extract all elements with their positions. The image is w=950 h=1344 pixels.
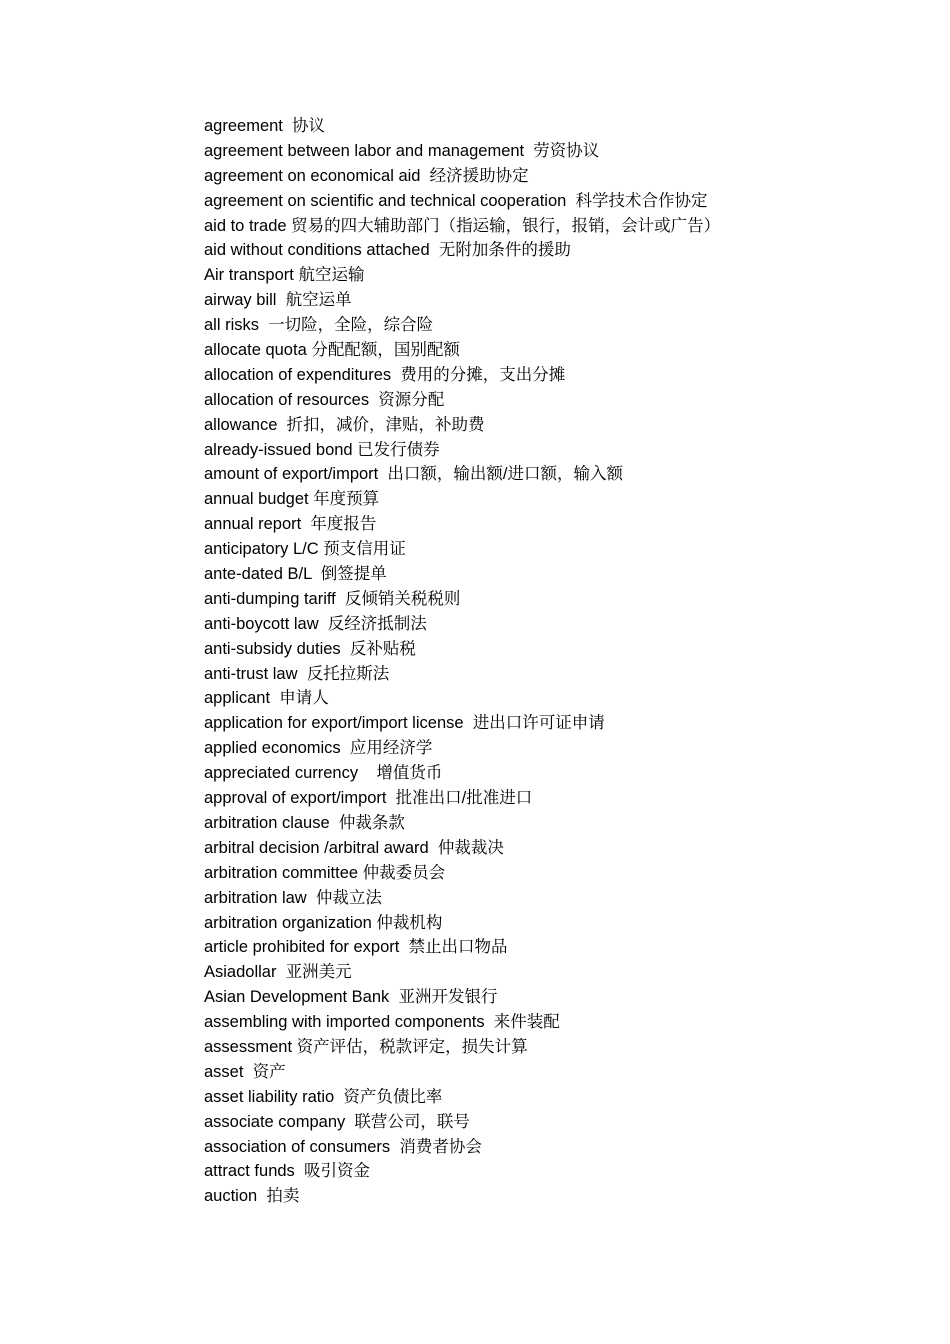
glossary-entry: airway bill 航空运单 <box>204 291 352 310</box>
glossary-entry: agreement on economical aid 经济援助协定 <box>204 166 529 185</box>
glossary-entry: allowance 折扣，减价，津贴，补助费 <box>204 415 485 434</box>
glossary-entry: anti-dumping tariff 反倾销关税税则 <box>204 589 461 608</box>
glossary-entry: annual budget 年度预算 <box>204 490 380 509</box>
glossary-entry: already-issued bond 已发行债券 <box>204 440 440 459</box>
glossary-entry: arbitration organization 仲裁机构 <box>204 913 443 932</box>
glossary-entry: assembling with imported components 来件装配 <box>204 1013 560 1032</box>
glossary-entry: allocation of resources 资源分配 <box>204 390 445 409</box>
glossary-entry: arbitration clause 仲裁条款 <box>204 813 405 832</box>
glossary-entry: attract funds 吸引资金 <box>204 1162 370 1181</box>
glossary-entry: auction 拍卖 <box>204 1187 300 1206</box>
glossary-entry: arbitral decision /arbitral award 仲裁裁决 <box>204 838 504 857</box>
glossary-entry: assessment 资产评估，税款评定，损失计算 <box>204 1037 528 1056</box>
glossary-entry: allocate quota 分配配额，国别配额 <box>204 341 460 360</box>
glossary-entry: appreciated currency 增值货币 <box>204 764 443 783</box>
glossary-entry: article prohibited for export 禁止出口物品 <box>204 938 508 957</box>
glossary-entry: all risks 一切险，全险，综合险 <box>204 316 434 335</box>
glossary-entry: annual report 年度报告 <box>204 515 377 534</box>
glossary-entry: Air transport 航空运输 <box>204 266 365 285</box>
glossary-entry: asset 资产 <box>204 1062 286 1081</box>
glossary-entry: arbitration law 仲裁立法 <box>204 888 382 907</box>
glossary-entry: agreement 协议 <box>204 117 326 135</box>
glossary-entry: applied economics 应用经济学 <box>204 739 433 758</box>
glossary-entry: Asian Development Bank 亚洲开发银行 <box>204 988 498 1007</box>
glossary-entry: agreement on scientific and technical cooperation 科学技术合作协定 <box>204 191 708 210</box>
glossary-entry: associate company 联营公司，联号 <box>204 1112 470 1131</box>
glossary-entry: aid to trade 贸易的四大辅助部门（指运输，银行，报销，会计或广告） <box>204 216 721 235</box>
glossary-entry: ante-dated B/L 倒签提单 <box>204 565 387 584</box>
glossary-entry: anti-boycott law 反经济抵制法 <box>204 614 427 633</box>
glossary-entry: asset liability ratio 资产负债比率 <box>204 1087 443 1106</box>
glossary-entry: arbitration committee 仲裁委员会 <box>204 863 446 882</box>
glossary-entry: application for export/import license 进出口许可证申请 <box>204 714 605 733</box>
glossary-entry: association of consumers 消费者协会 <box>204 1137 482 1156</box>
glossary-entry: anti-trust law 反托拉斯法 <box>204 664 390 683</box>
glossary-entry: anti-subsidy duties 反补贴税 <box>204 639 416 658</box>
glossary-entry: amount of export/import 出口额，输出额/进口额，输入额 <box>204 465 624 484</box>
glossary-entry: approval of export/import 批准出口/批准进口 <box>204 789 533 808</box>
glossary-entry: allocation of expenditures 费用的分摊，支出分摊 <box>204 365 566 384</box>
glossary-list <box>204 114 904 1209</box>
glossary-entry: Asiadollar 亚洲美元 <box>204 963 352 982</box>
glossary-entry: anticipatory L/C 预支信用证 <box>204 540 406 559</box>
glossary-entry: applicant 申请人 <box>204 689 329 708</box>
glossary-entry: aid without conditions attached 无附加条件的援助 <box>204 241 571 260</box>
glossary-entry: agreement between labor and management 劳资协议 <box>204 141 600 160</box>
